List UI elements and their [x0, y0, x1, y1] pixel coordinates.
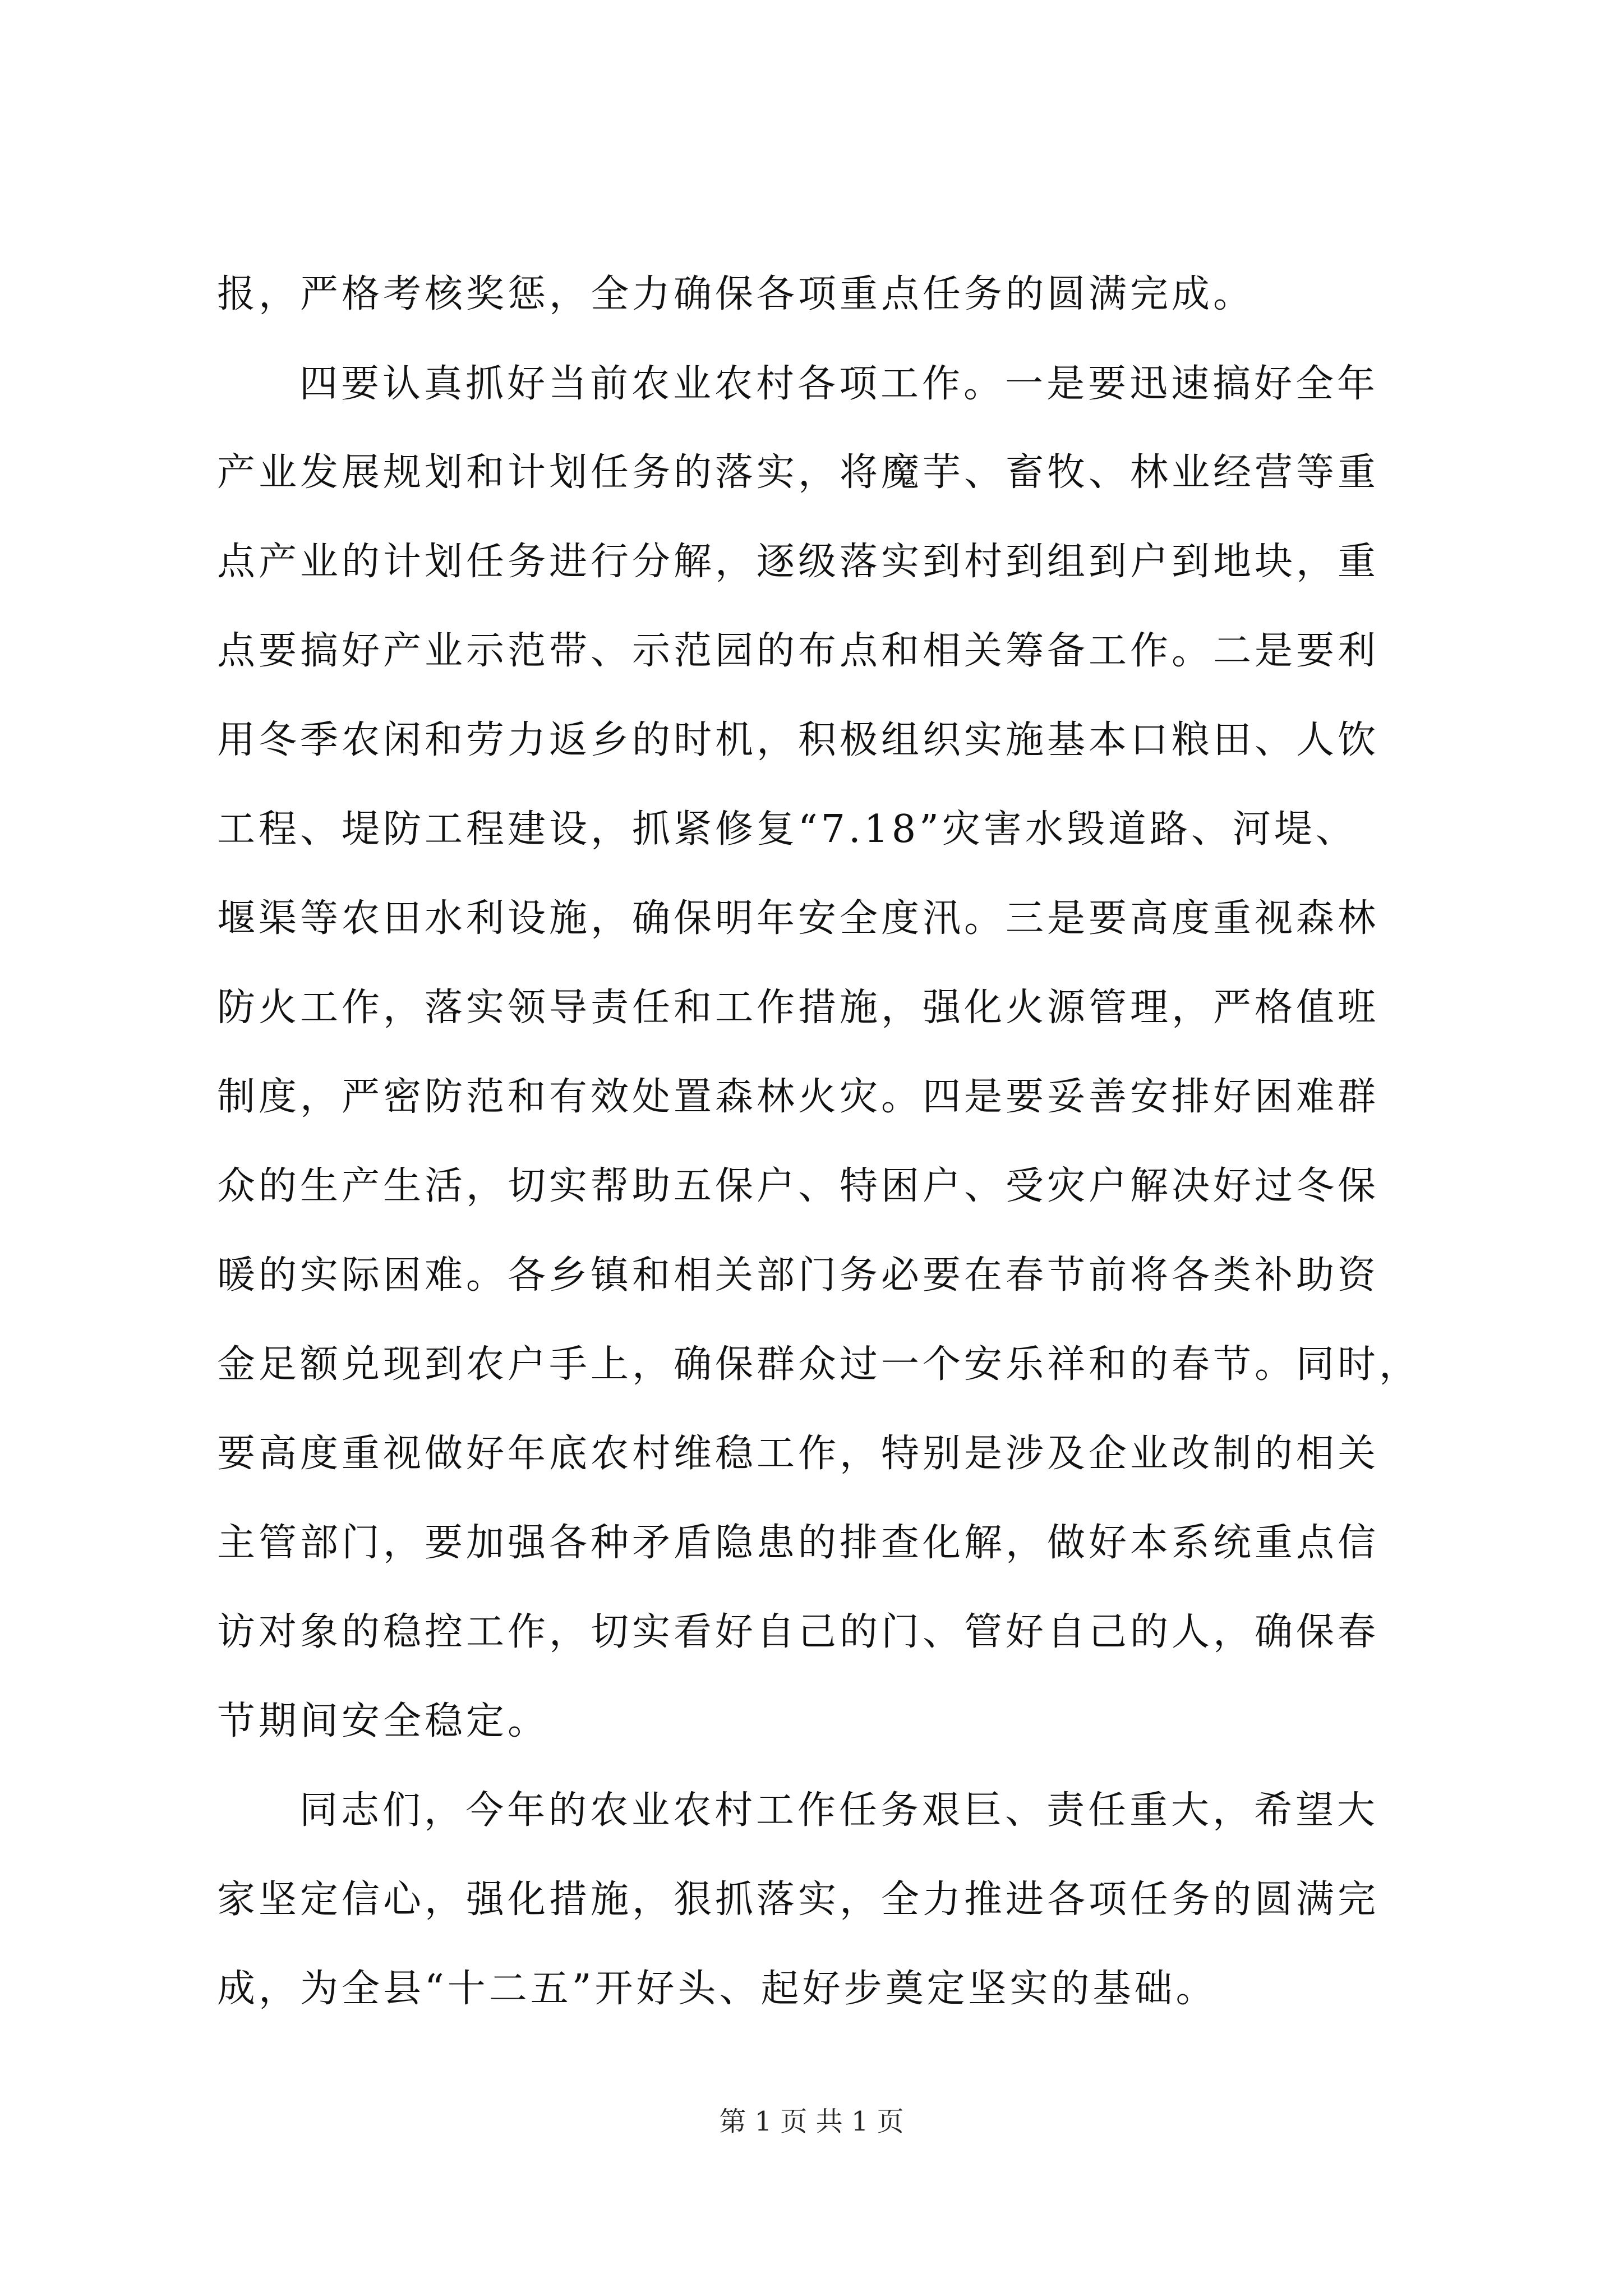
text-line: 主管部门，要加强各种矛盾隐患的排查化解，做好本系统重点信 [217, 1521, 1380, 1565]
text-line: 用冬季农闲和劳力返乡的时机，积极组织实施基本口粮田、人饮 [217, 718, 1380, 762]
text-line: 工程、堤防工程建设，抓紧修复“7.18”灾害水毁道路、河堤、 [217, 807, 1357, 852]
page-number-footer: 第 1 页 共 1 页 [719, 2106, 904, 2137]
text-line: 产业发展规划和计划任务的落实，将魔芋、畜牧、林业经营等重 [217, 450, 1380, 495]
text-line: 制度，严密防范和有效处置森林火灾。四是要妥善安排好困难群 [217, 1075, 1380, 1119]
paragraph-start-line: 四要认真抓好当前农业农村各项工作。一是要迅速搞好全年 [299, 362, 1379, 406]
text-line: 成，为全县“十二五”开好头、起好步奠定坚实的基础。 [217, 1967, 1218, 2011]
text-line: 防火工作，落实领导责任和工作措施，强化火源管理，严格值班 [217, 986, 1380, 1030]
text-line: 金足额兑现到农户手上，确保群众过一个安乐祥和的春节。同时， [217, 1342, 1421, 1387]
paragraph-start-line: 同志们，今年的农业农村工作任务艰巨、责任重大，希望大 [299, 1788, 1379, 1833]
text-line: 家坚定信心，强化措施，狠抓落实，全力推进各项任务的圆满完 [217, 1878, 1380, 1922]
text-line: 要高度重视做好年底农村维稳工作，特别是涉及企业改制的相关 [217, 1432, 1380, 1476]
text-line: 众的生产生活，切实帮助五保户、特困户、受灾户解决好过冬保 [217, 1164, 1380, 1208]
text-line: 节期间安全稳定。 [217, 1699, 550, 1743]
text-line: 点产业的计划任务进行分解，逐级落实到村到组到户到地块，重 [217, 540, 1380, 584]
text-line: 报，严格考核奖惩，全力确保各项重点任务的圆满完成。 [217, 272, 1255, 316]
text-line: 堰渠等农田水利设施，确保明年安全度汛。三是要高度重视森林 [217, 896, 1380, 941]
text-line: 访对象的稳控工作，切实看好自己的门、管好自己的人，确保春 [217, 1610, 1380, 1654]
text-line: 暖的实际困难。各乡镇和相关部门务必要在春节前将各类补助资 [217, 1253, 1380, 1297]
text-line: 点要搞好产业示范带、示范园的布点和相关筹备工作。二是要利 [217, 629, 1380, 673]
